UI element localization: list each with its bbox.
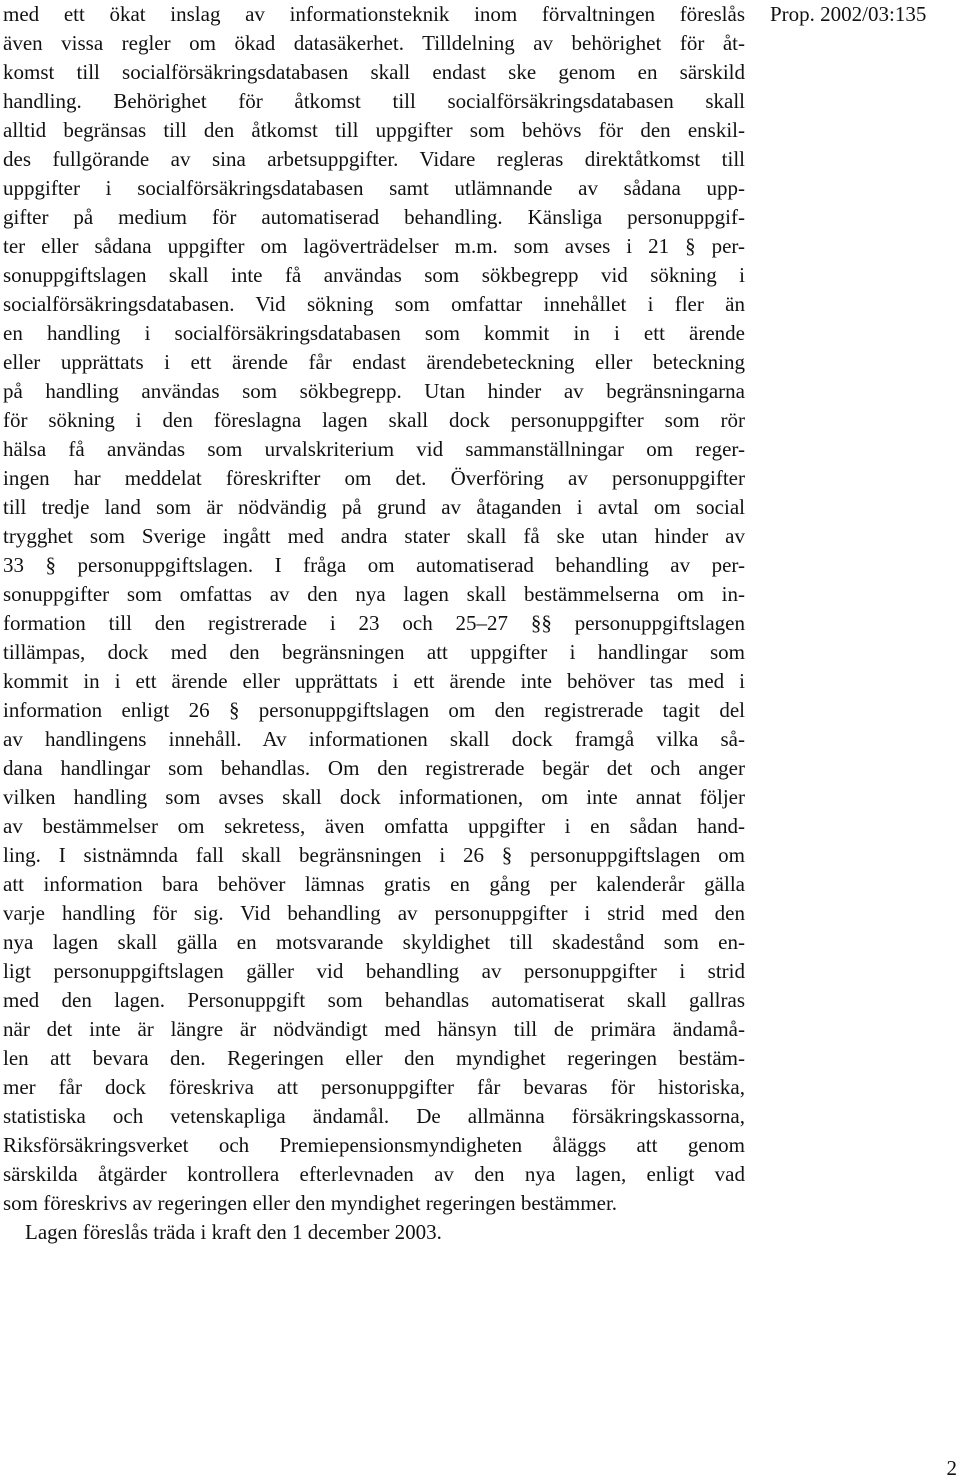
text-line: en handling i socialförsäkringsdatabasen som kommit in i ett ärende [3,321,745,345]
text-line: ter eller sådana uppgifter om lagöverträdelser m.m. som avses i 21 § per- [3,234,745,258]
text-line: gifter på medium för automatiserad behandling. Känsliga personuppgif- [3,205,745,229]
text-line: ingen har meddelat föreskrifter om det. Överföring av personuppgifter [3,466,745,490]
text-line: som föreskrivs av regeringen eller den myndighet regeringen bestämmer. [3,1191,618,1215]
text-line: statistiska och vetenskapliga ändamål. De allmänna försäkringskassorna, [3,1104,745,1128]
text-line: uppgifter i socialförsäkringsdatabasen samt utlämnande av sådana upp- [3,176,745,200]
text-line: formation till den registrerade i 23 och 25–27 §§ personuppgiftslagen [3,611,745,635]
text-line: av bestämmelser om sekretess, även omfatta uppgifter i en sådan hand- [3,814,745,838]
body-text [3,0,745,1247]
text-line: till tredje land som är nödvändig på grund av åtaganden i avtal om social [3,495,745,519]
text-line: mer får dock föreskriva att personuppgifter får bevaras för historiska, [3,1075,745,1099]
text-line: socialförsäkringsdatabasen. Vid sökning som omfattar innehållet i fler än [3,292,745,316]
text-line: alltid begränsas till den åtkomst till uppgifter som behövs för den enskil- [3,118,745,142]
text-line: ling. I sistnämnda fall skall begränsningen i 26 § personuppgiftslagen om [3,843,745,867]
text-line: varje handling för sig. Vid behandling av personuppgifter i strid med den [3,901,745,925]
text-line: eller upprättats i ett ärende får endast ärendebeteckning eller beteckning [3,350,745,374]
text-line: när det inte är längre är nödvändigt med hänsyn till de primära ändamå- [3,1017,745,1041]
text-line: ligt personuppgiftslagen gäller vid behandling av personuppgifter i strid [3,959,745,983]
text-line: dana handlingar som behandlas. Om den registrerade begär det och anger [3,756,745,780]
text-line: sonuppgiftslagen skall inte få användas som sökbegrepp vid sökning i [3,263,745,287]
text-line: särskilda åtgärder kontrollera efterlevnaden av den nya lagen, enligt vad [3,1162,745,1186]
text-line: hälsa få användas som urvalskriterium vid sammanställningar om reger- [3,437,745,461]
final-paragraph: Lagen föreslås träda i kraft den 1 december 2003. [25,1220,442,1244]
page-number: 2 [946,1456,957,1480]
text-line: nya lagen skall gälla en motsvarande skyldighet till skadestånd som en- [3,930,745,954]
text-line: handling. Behörighet för åtkomst till socialförsäkringsdatabasen skall [3,89,745,113]
text-line: Riksförsäkringsverket och Premiepensionsmyndigheten åläggs att genom [3,1133,745,1157]
proposition-label: Prop. 2002/03:135 [770,2,927,26]
text-line: även vissa regler om ökad datasäkerhet. Tilldelning av behörighet för åt- [3,31,745,55]
text-line: 33 § personuppgiftslagen. I fråga om automatiserad behandling av per- [3,553,745,577]
text-line: att information bara behöver lämnas gratis en gång per kalenderår gälla [3,872,745,896]
text-line: av handlingens innehåll. Av informationen skall dock framgå vilka så- [3,727,745,751]
text-line: komst till socialförsäkringsdatabasen skall endast ske genom en särskild [3,60,745,84]
text-line: vilken handling som avses skall dock informationen, om inte annat följer [3,785,745,809]
text-line: tillämpas, dock med den begränsningen att uppgifter i handlingar som [3,640,745,664]
text-line: des fullgörande av sina arbetsuppgifter. Vidare regleras direktåtkomst till [3,147,745,171]
text-line: len att bevara den. Regeringen eller den myndighet regeringen bestäm- [3,1046,745,1070]
text-line: kommit in i ett ärende eller upprättats i ett ärende inte behöver tas med i [3,669,745,693]
text-line: med ett ökat inslag av informationsteknik inom förvaltningen föreslås [3,2,745,26]
text-line: information enligt 26 § personuppgiftslagen om den registrerade tagit del [3,698,745,722]
text-line: sonuppgifter som omfattas av den nya lagen skall bestämmelserna om in- [3,582,745,606]
text-line: med den lagen. Personuppgift som behandlas automatiserat skall gallras [3,988,745,1012]
text-line: trygghet som Sverige ingått med andra stater skall få ske utan hinder av [3,524,745,548]
text-line: på handling användas som sökbegrepp. Utan hinder av begränsningarna [3,379,745,403]
text-line: för sökning i den föreslagna lagen skall dock personuppgifter som rör [3,408,745,432]
